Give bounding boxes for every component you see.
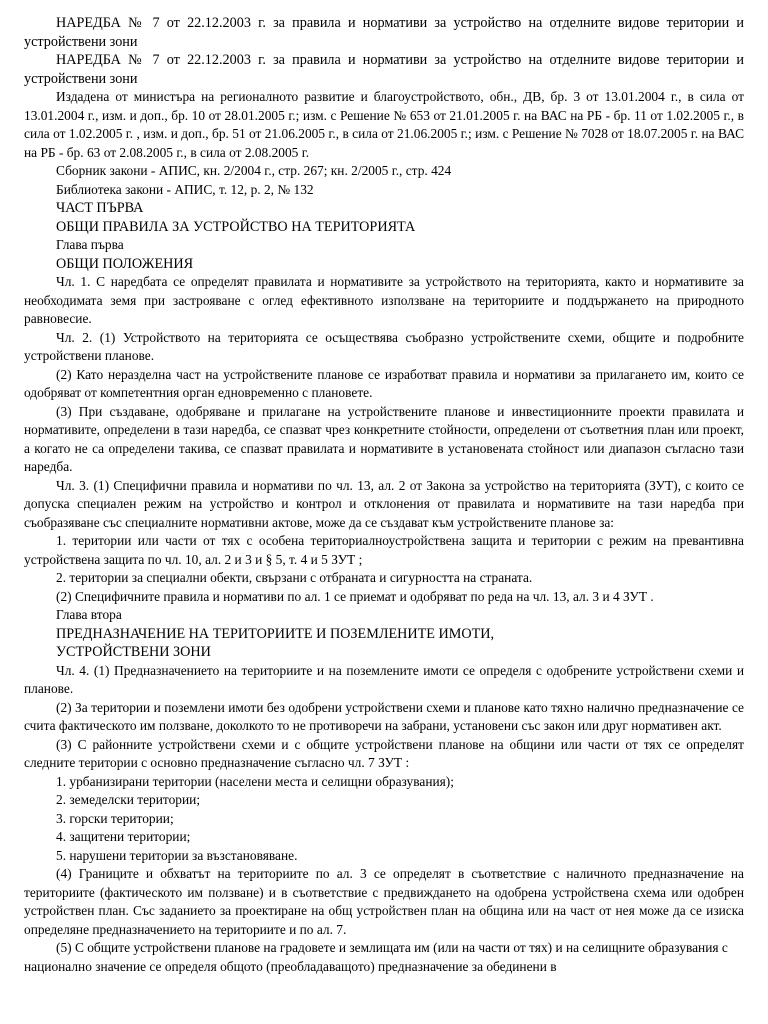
article-4-item-1: 1. урбанизирани територии (населени места и селищни образувания); [56,773,454,789]
publication-info: Издадена от министъра на регионалното развитие и благоустройството, обн., ДВ, бр. 3 от 13.01.2004 г., в сила от 13.01.2004 г., изм. и доп., бр. 10 от 28.01.2005 г.; изм. с Решение № 653 от 21.01.2005 г. на ВАС на РБ - бр. 11 от 1.02.2005 г., в сила от 1.02.2005 г. , изм. и доп., бр. 51 от 21.06.2005 г., в сила от 21.06.2005 г.; изм. с Решение № 7028 от 18.07.2005 г. на ВАС на РБ - бр. 63 от 2.08.2005 г., в сила от 2.08.2005 г. [24,89,744,160]
article-3-item-1: 1. територии или части от тях с особена териториалноустройствена защита и територии с режим на превантивна устройствена защита по чл. 10, ал. 2 и 3 и § 5, т. 4 и 5 ЗУТ ; [24,533,744,567]
collection-info: Сборник закони - АПИС, кн. 2/2004 г., стр. 267; кн. 2/2005 г., стр. 424 [56,163,452,178]
library-info: Библиотека закони - АПИС, т. 12, р. 2, № 132 [56,181,314,197]
document-body [24,14,744,976]
article-1: Чл. 1. С наредбата се определят правилата и нормативите за устройството на територията, както и нормативите за необходимата земя при застрояване с оглед ефективното използване на териториите и поддържането на природното равновесие. [24,274,744,326]
article-4-para-1: Чл. 4. (1) Предназначението на териториите и на поземлените имоти се определя с одобрените устройствени схеми и планове. [24,662,744,696]
chapter1-heading: Глава първа [56,237,124,252]
article-3-para-2: (2) Специфичните правила и нормативи по ал. 1 се приемат и одобряват по реда на чл. 13, ал. 3 и 4 ЗУТ . [56,588,654,604]
article-4-para-5: (5) С общите устройствени планове на градовете и землищата им (или на части от тях) и на селищните образувания с национално значение се определя общото (преобладаващото) предназначение за обединени в [24,940,728,974]
header-title-1: НАРЕДБА № 7 от 22.12.2003 г. за правила и нормативи за устройство на отделните видове територии и устройствени зони [24,15,744,50]
article-2-para-2: (2) Като неразделна част на устройствените планове се изработват правила и нормативи за прилагането им, които се одобряват от компетентния орган едновременно с плановете. [24,366,744,400]
chapter1-title: ОБЩИ ПОЛОЖЕНИЯ [56,255,194,272]
article-2-para-1: Чл. 2. (1) Устройството на територията се осъществява съобразно устройствените схеми, общите и подробните устройствени планове. [24,329,744,363]
article-4-item-2: 2. земеделски територии; [56,792,201,807]
chapter2-title-line-1: ПРЕДНАЗНАЧЕНИЕ НА ТЕРИТОРИИТЕ И ПОЗЕМЛЕНИТЕ ИМОТИ, [56,625,495,642]
part-title: ОБЩИ ПРАВИЛА ЗА УСТРОЙСТВО НА ТЕРИТОРИЯТА [56,218,416,235]
article-4-para-3: (3) С районните устройствени схеми и с общите устройствени планове на общини или части от тях се определят следните територии с основно предназначение съгласно чл. 7 ЗУТ : [24,736,744,770]
article-4-item-5: 5. нарушени територии за възстановяване. [56,847,298,863]
article-2-para-3: (3) При създаване, одобряване и прилагане на устройствените планове и инвестиционните проекти правилата и нормативите, определени в тази наредба, се спазват чрез конкретните стойности, определени от съответния план или проект, а когато не са определени такива, се спазват правилата и нормативите в установената стойност или диапазон съгласно тази наредба. [24,403,744,474]
part-heading: ЧАСТ ПЪРВА [56,200,144,216]
article-4-para-2: (2) За територии и поземлени имоти без одобрени устройствени схеми и планове като тяхно налично предназначение се счита фактическото им ползване, доколкото то не противоречи на забрани, установени със закон или друг нормативен акт. [24,699,744,733]
chapter2-title-line-2: УСТРОЙСТВЕНИ ЗОНИ [56,644,211,660]
chapter2-heading: Глава втора [56,607,122,622]
article-4-para-4: (4) Границите и обхватът на териториите по ал. 3 се определят в съответствие с наличното предназначение на териториите (фактическото им ползване) и в съответствие с предвиждането на одобрена устройствена схема или одобрен устройствен план. Със заданието за проектиране на общ устройствен план на община или на част от нея може да се изиска определяне предназначението на териториите и по ал. 7. [24,866,744,937]
article-4-item-4: 4. защитени територии; [56,829,191,844]
article-3-item-2: 2. територии за специални обекти, свързани с отбраната и сигурността на страната. [56,570,533,585]
article-3-para-1: Чл. 3. (1) Специфични правила и нормативи по чл. 13, ал. 2 от Закона за устройство на територията (ЗУТ), с които се допуска специален режим на устройство и контрол и отклонения от правилата и нормативите на тази наредба при съобразяване със специалните нормативни актове, може да се създават към устройствените планове за: [24,477,744,530]
article-4-item-3: 3. горски територии; [56,810,174,826]
header-title-2: НАРЕДБА № 7 от 22.12.2003 г. за правила и нормативи за устройство на отделните видове територии и устройствени зони [24,52,744,87]
